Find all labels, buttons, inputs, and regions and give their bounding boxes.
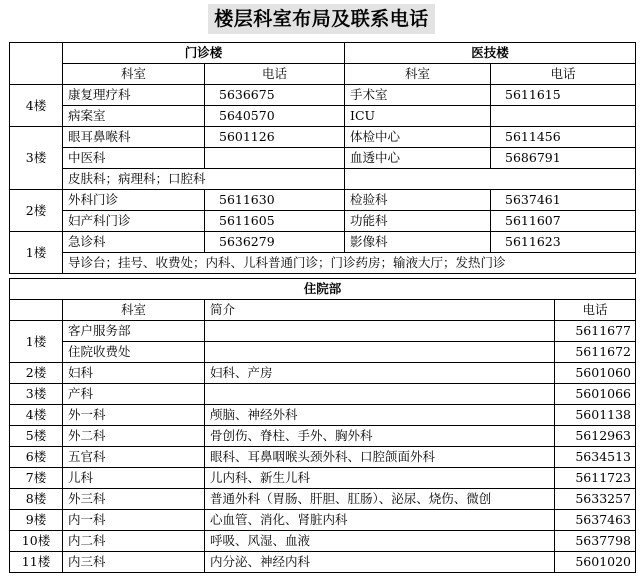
floor-label: 1楼 [10,232,63,274]
corner-cell [10,300,63,321]
dept-cell: 手术室 [345,85,491,106]
intro-cell: 骨创伤、脊柱、手外、胸外科 [205,426,555,447]
floor-label: 4楼 [10,85,63,127]
dept-cell: 检验科 [345,190,491,211]
dept-cell: 血透中心 [345,148,491,169]
table-row [10,447,636,468]
floor-label: 10楼 [10,531,63,552]
dept-cell: 影像科 [345,232,491,253]
phone-cell: 5601126 [205,127,345,148]
phone-cell: 5634513 [555,447,636,468]
dept-cell: 产科 [63,384,205,405]
page-title: 楼层科室布局及联系电话 [208,4,435,34]
floor-label: 3楼 [10,127,63,190]
table-row [10,426,636,447]
col-dept-header: 科室 [345,64,491,85]
intro-cell: 呼吸、风湿、血液 [205,531,555,552]
phone-cell [205,148,345,169]
intro-cell [205,384,555,405]
phone-cell: 5640570 [205,106,345,127]
floor-label: 6楼 [10,447,63,468]
table-row [10,342,636,363]
intro-cell [205,342,555,363]
dept-cell: 急诊科 [63,232,205,253]
phone-cell: 5611672 [555,342,636,363]
phone-cell: 5601020 [555,552,636,573]
table-row [10,321,636,342]
dept-cell: 外科门诊 [63,190,205,211]
intro-cell: 颅脑、神经外科 [205,405,555,426]
floor-label: 2楼 [10,190,63,232]
phone-cell: 5611630 [205,190,345,211]
dept-cell: 功能科 [345,211,491,232]
table-row [10,211,636,232]
col-dept-header: 科室 [63,300,205,321]
intro-cell: 心血管、消化、肾脏内科 [205,510,555,531]
table-row [10,127,636,148]
table-row [10,531,636,552]
phone-cell: 5637461 [491,190,636,211]
phone-cell: 5611623 [491,232,636,253]
dept-cell: ICU [345,106,491,127]
dept-cell: 康复理疗科 [63,85,205,106]
outpatient-table [9,42,636,274]
phone-cell: 5612963 [555,426,636,447]
table-row [10,384,636,405]
table-row [10,169,636,190]
intro-cell: 妇科、产房 [205,363,555,384]
table-row [10,405,636,426]
phone-cell: 5601138 [555,405,636,426]
dept-cell: 内一科 [63,510,205,531]
dept-cell: 中医科 [63,148,205,169]
floor-label: 7楼 [10,468,63,489]
col-phone-header: 电话 [205,64,345,85]
intro-cell: 眼科、耳鼻咽喉头颈外科、口腔颌面外科 [205,447,555,468]
phone-cell [491,106,636,127]
table-row [10,468,636,489]
empty-cell [345,169,636,190]
phone-cell: 5637463 [555,510,636,531]
table-row [10,190,636,211]
phone-cell: 5636675 [205,85,345,106]
table-row [10,106,636,127]
floor-label: 9楼 [10,510,63,531]
intro-cell [205,321,555,342]
table-row [10,510,636,531]
floor-label: 11楼 [10,552,63,573]
phone-cell: 5601060 [555,363,636,384]
dept-cell: 病案室 [63,106,205,127]
dept-cell: 妇产科门诊 [63,211,205,232]
phone-cell: 5611723 [555,468,636,489]
phone-cell: 5686791 [491,148,636,169]
corner-cell [10,43,63,85]
floor-label: 5楼 [10,426,63,447]
phone-cell: 5611607 [491,211,636,232]
medtech-building-heading: 医技楼 [345,43,636,64]
dept-cell: 外三科 [63,489,205,510]
intro-cell: 内分泌、神经内科 [205,552,555,573]
inpatient-heading: 住院部 [10,279,636,300]
table-row [10,232,636,253]
phone-cell: 5611456 [491,127,636,148]
table-row [10,552,636,573]
phone-cell: 5637798 [555,531,636,552]
floor-label: 3楼 [10,384,63,405]
dept-cell: 五官科 [63,447,205,468]
intro-cell: 普通外科（胃肠、肝胆、肛肠）、泌尿、烧伤、微创 [205,489,555,510]
extra-depts-cell: 皮肤科；病理科；口腔科 [63,169,345,190]
dept-cell: 妇科 [63,363,205,384]
table-row [10,489,636,510]
phone-cell: 5611677 [555,321,636,342]
intro-cell: 儿内科、新生儿科 [205,468,555,489]
col-dept-header: 科室 [63,64,205,85]
phone-cell: 5636279 [205,232,345,253]
floor-label: 1楼 [10,321,63,363]
floor-label: 2楼 [10,363,63,384]
col-phone-header: 电话 [491,64,636,85]
dept-cell: 外二科 [63,426,205,447]
floor-label: 8楼 [10,489,63,510]
table-row [10,148,636,169]
dept-cell: 内二科 [63,531,205,552]
table-row [10,363,636,384]
dept-cell: 内三科 [63,552,205,573]
dept-cell: 客户服务部 [63,321,205,342]
inpatient-table [9,278,636,573]
phone-cell: 5611615 [491,85,636,106]
phone-cell: 5601066 [555,384,636,405]
outpatient-building-heading: 门诊楼 [63,43,345,64]
dept-cell: 眼耳鼻喉科 [63,127,205,148]
col-phone-header: 电话 [555,300,636,321]
floor-label: 4楼 [10,405,63,426]
phone-cell: 5611605 [205,211,345,232]
table-row [10,253,636,274]
dept-cell: 外一科 [63,405,205,426]
extra-depts-cell: 导诊台；挂号、收费处；内科、儿科普通门诊；门诊药房；输液大厅；发热门诊 [63,253,636,274]
col-intro-header: 简介 [205,300,555,321]
dept-cell: 儿科 [63,468,205,489]
phone-cell: 5633257 [555,489,636,510]
dept-cell: 住院收费处 [63,342,205,363]
table-row [10,85,636,106]
dept-cell: 体检中心 [345,127,491,148]
